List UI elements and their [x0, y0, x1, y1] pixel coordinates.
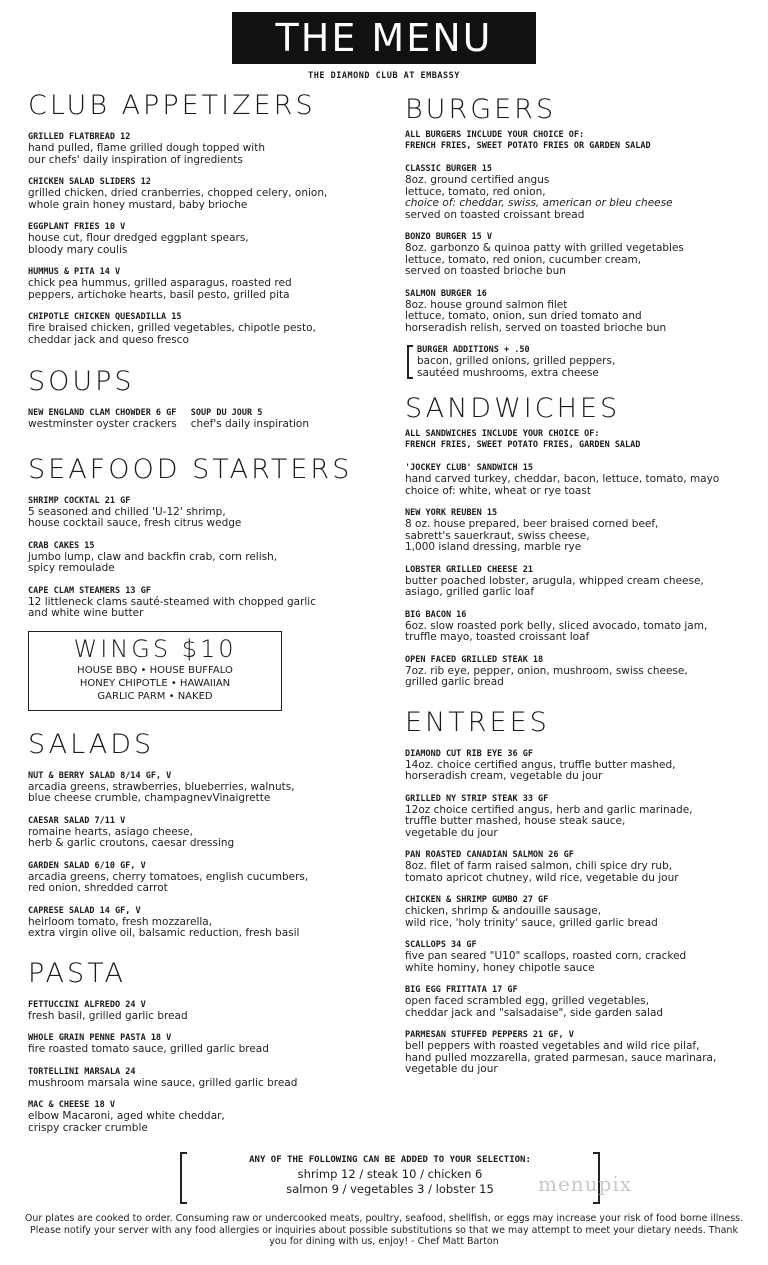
section-title-entrees: ENTREES	[405, 706, 550, 738]
item-name: NEW ENGLAND CLAM CHOWDER 6 GF	[28, 408, 177, 418]
bracket-decoration	[407, 345, 413, 379]
item-desc: fire roasted tomato sauce, grilled garlic bread	[28, 1043, 269, 1055]
item-desc: chef's daily inspiration	[190, 418, 309, 430]
wings-flavors: HONEY CHIPOTLE • HAWAIIAN	[79, 677, 231, 689]
add-ons-box	[180, 1152, 600, 1204]
bracket-decoration	[180, 1152, 187, 1204]
item-name: CHIPOTLE CHICKEN QUESADILLA 15	[28, 312, 182, 322]
menu-item	[405, 232, 750, 278]
item-desc: house cut, flour dredged eggplant spears, bloody mary coulis	[28, 232, 249, 256]
menu-item	[28, 222, 378, 256]
footer-disclaimer: Our plates are cooked to order. Consuming raw or undercooked meats, poultry, seafood, shellfish, or eggs may increase your risk of food borne illness. Please notify your server with any food allergies or inquiries about possible substitutions so that we may attempt to meet your dietary needs. Thank you for dining with us, enjoy! - Chef Matt Barton	[24, 1213, 744, 1247]
section-title-burgers: BURGERS	[405, 94, 557, 125]
item-desc: 8oz. filet of farm raised salmon, chili spice dry rub, tomato apricot chutney, wild rice, vegetable du jour	[405, 860, 679, 884]
wings-title: WINGS $10	[73, 634, 237, 663]
item-name: CLASSIC BURGER 15	[405, 164, 492, 174]
menu-item	[28, 541, 378, 575]
menu-item	[28, 816, 378, 850]
item-desc: heirloom tomato, fresh mozzarella, extra virgin olive oil, balsamic reduction, fresh basil	[28, 915, 300, 939]
item-name: GRILLED FLATBREAD 12	[28, 132, 131, 142]
item-name: 'JOCKEY CLUB' SANDWICH 15	[405, 463, 533, 473]
section-title-salads: SALADS	[28, 728, 155, 760]
entrees-list	[405, 749, 750, 1076]
item-name: CRAB CAKES 15	[28, 540, 95, 551]
menu-item	[28, 496, 378, 530]
menu-item	[405, 289, 750, 335]
item-desc: 8oz. garbonzo & quinoa patty with grilled vegetables lettuce, tomato, red onion, cucumber cream, served on toasted brioche bun	[405, 242, 684, 277]
item-name: NUT & BERRY SALAD 8/14 GF, V	[28, 770, 172, 781]
item-name: TORTELLINI MARSALA 24	[28, 1066, 136, 1077]
item-desc: fire braised chicken, grilled vegetables, chipotle pesto, cheddar jack and queso fresco	[28, 322, 316, 346]
item-name: BIG BACON 16	[405, 609, 467, 620]
item-name: LOBSTER GRILLED CHEESE 21	[405, 564, 533, 575]
item-name: SHRIMP COCKTAL 21 GF	[28, 495, 131, 506]
wings-flavors: GARLIC PARM • NAKED	[97, 690, 213, 702]
item-desc: 7oz. rib eye, pepper, onion, mushroom, swiss cheese, grilled garlic bread	[405, 664, 688, 688]
item-desc: hand pulled, flame grilled dough topped with our chefs' daily inspiration of ingredients	[28, 142, 265, 166]
sandwiches-list	[405, 463, 750, 689]
soups-list	[28, 408, 378, 442]
section-title-sandwiches: SANDWICHES	[405, 393, 621, 424]
menu-item	[405, 749, 750, 783]
item-name: CAESAR SALAD 7/11 V	[28, 815, 126, 826]
item-name: GRILLED NY STRIP STEAK 33 GF	[405, 793, 549, 804]
menu-item	[28, 132, 378, 166]
menu-item	[405, 940, 750, 974]
pasta-list	[28, 1000, 378, 1135]
item-desc: chicken, shrimp & andouille sausage, wild rice, 'holy trinity' sauce, grilled garlic bread	[405, 905, 658, 929]
item-name: CAPRESE SALAD 14 GF, V	[28, 905, 141, 916]
item-desc: 8oz. house ground salmon filet lettuce, tomato, onion, sun dried tomato and horseradish relish, served on toasted brioche bun	[405, 298, 667, 334]
menu-item	[28, 1033, 378, 1056]
item-desc: arcadia greens, strawberries, blueberries, walnuts, blue cheese crumble, champagnevVinaigrette	[28, 780, 295, 804]
section-title-seafood: SEAFOOD STARTERS	[28, 453, 353, 485]
item-desc-choice: choice of: cheddar, swiss, american or bleu cheese	[405, 197, 673, 209]
menu-item	[28, 906, 378, 940]
item-name: SOUP DU JOUR 5	[190, 408, 263, 418]
menu-item	[405, 565, 750, 599]
menu-item	[28, 586, 378, 620]
menu-item	[405, 794, 750, 840]
menu-item	[28, 408, 177, 431]
item-desc: served on toasted croissant bread	[405, 208, 585, 221]
menu-item	[191, 408, 309, 431]
item-name: HUMMUS & PITA 14 V	[28, 267, 121, 277]
item-name: CHICKEN & SHRIMP GUMBO 27 GF	[405, 895, 549, 905]
sandwiches-note: ALL SANDWICHES INCLUDE YOUR CHOICE OF: FRENCH FRIES, SWEET POTATO FRIES, GARDEN SALAD	[405, 429, 641, 450]
menu-item	[28, 861, 378, 895]
item-name: BONZO BURGER 15 V	[405, 232, 492, 242]
wings-flavors: HOUSE BBQ • HOUSE BUFFALO	[77, 664, 233, 676]
item-desc: mushroom marsala wine sauce, grilled garlic bread	[28, 1076, 298, 1089]
menu-item	[405, 164, 750, 221]
item-desc: westminster oyster crackers	[28, 418, 177, 430]
menu-subtitle: THE DIAMOND CLUB AT EMBASSY	[308, 71, 460, 81]
menu-item	[28, 1067, 378, 1090]
item-name: SALMON BURGER 16	[405, 288, 487, 299]
item-name: SCALLOPS 34 GF	[405, 940, 477, 950]
menu-item	[405, 985, 750, 1019]
item-name: PAN ROASTED CANADIAN SALMON 26 GF	[405, 850, 574, 860]
add-ons-line: salmon 9 / vegetables 3 / lobster 15	[286, 1182, 494, 1196]
menu-item	[405, 1030, 750, 1076]
club-appetizers-list	[28, 132, 378, 346]
item-name: NEW YORK REUBEN 15	[405, 508, 498, 518]
menu-item	[28, 1100, 378, 1134]
item-desc: 8 oz. house prepared, beer braised corned beef, sabrett's sauerkraut, swiss cheese, 1,000 island dressing, marble rye	[405, 518, 659, 553]
item-name: BURGER ADDITIONS + .50	[417, 345, 530, 355]
item-desc: jumbo lump, claw and backfin crab, corn relish, spicy remoulade	[28, 550, 278, 574]
item-desc: 14oz. choice certified angus, truffle butter mashed, horseradish cream, vegetable du jour	[405, 758, 676, 782]
menu-item	[28, 267, 378, 301]
add-ons-line: shrimp 12 / steak 10 / chicken 6	[297, 1167, 483, 1181]
item-name: OPEN FACED GRILLED STEAK 18	[405, 654, 544, 665]
menu-item	[405, 508, 750, 554]
menu-item	[405, 655, 750, 689]
menu-item	[28, 177, 378, 211]
section-title-soups: SOUPS	[28, 366, 135, 397]
item-name: CHICKEN SALAD SLIDERS 12	[28, 177, 151, 187]
right-column	[405, 94, 750, 1087]
menu-item	[28, 312, 378, 346]
burger-additions	[405, 345, 750, 379]
item-desc: open faced scrambled egg, grilled vegetables, cheddar jack and "salsadaise", side garden salad	[405, 995, 664, 1019]
item-name: EGGPLANT FRIES 10 V	[28, 222, 126, 232]
menu-item	[405, 895, 750, 929]
menu-item	[28, 771, 378, 805]
section-title-club-appetizers: CLUB APPETIZERS	[28, 90, 316, 121]
wings-box	[28, 631, 282, 711]
seafood-list	[28, 496, 378, 620]
item-desc: 5 seasoned and chilled 'U-12' shrimp, house cocktail sauce, fresh citrus wedge	[28, 505, 242, 529]
item-desc: 12 littleneck clams sauté-steamed with chopped garlic and white wine butter	[28, 595, 316, 619]
item-desc: bacon, grilled onions, grilled peppers, sautéed mushrooms, extra cheese	[417, 355, 616, 379]
item-desc: 8oz. ground certified angus lettuce, tomato, red onion,	[405, 174, 550, 198]
item-desc: chick pea hummus, grilled asparagus, roasted red peppers, artichoke hearts, basil pesto, grilled pita	[28, 277, 292, 301]
item-desc: butter poached lobster, arugula, whipped cream cheese, asiago, grilled garlic loaf	[405, 574, 704, 598]
item-name: MAC & CHEESE 18 V	[28, 1100, 115, 1110]
menu-title: THE MENU	[232, 12, 536, 64]
item-desc: 6oz. slow roasted pork belly, sliced avocado, tomato jam, truffle mayo, toasted croissant loaf	[405, 619, 708, 643]
item-name: GARDEN SALAD 6/10 GF, V	[28, 860, 146, 871]
item-desc: five pan seared "U10" scallops, roasted corn, cracked white hominy, honey chipotle sauce	[405, 950, 687, 974]
item-name: PARMESAN STUFFED PEPPERS 21 GF, V	[405, 1030, 574, 1040]
item-desc: bell peppers with roasted vegetables and wild rice pilaf, hand pulled mozzarella, grated parmesan, sauce marinara, vegetable du jour	[405, 1040, 717, 1075]
item-name: DIAMOND CUT RIB EYE 36 GF	[405, 748, 533, 759]
add-ons-title: ANY OF THE FOLLOWING CAN BE ADDED TO YOUR SELECTION:	[249, 1155, 531, 1165]
item-name: WHOLE GRAIN PENNE PASTA 18 V	[28, 1033, 172, 1043]
menu-item	[28, 1000, 378, 1023]
burgers-list	[405, 164, 750, 379]
item-name: FETTUCCINI ALFREDO 24 V	[28, 999, 146, 1010]
item-desc: arcadia greens, cherry tomatoes, english cucumbers, red onion, shredded carrot	[28, 870, 309, 894]
item-desc: hand carved turkey, cheddar, bacon, lettuce, tomato, mayo choice of: white, wheat or rye toast	[405, 473, 720, 497]
burgers-note: ALL BURGERS INCLUDE YOUR CHOICE OF: FRENCH FRIES, SWEET POTATO FRIES OR GARDEN SALAD	[405, 130, 651, 151]
item-desc: romaine hearts, asiago cheese, herb & garlic croutons, caesar dressing	[28, 825, 235, 849]
item-name: BIG EGG FRITTATA 17 GF	[405, 985, 518, 995]
watermark-logo: menupix	[538, 1172, 633, 1196]
item-desc: elbow Macaroni, aged white cheddar, crispy cracker crumble	[28, 1110, 225, 1134]
menu-item	[405, 850, 750, 884]
left-column	[28, 90, 378, 1145]
item-desc: grilled chicken, dried cranberries, chopped celery, onion, whole grain honey mustard, baby brioche	[28, 187, 328, 211]
menu-item	[405, 463, 750, 497]
item-desc: 12oz choice certified angus, herb and garlic marinade, truffle butter mashed, house steak sauce, vegetable du jour	[405, 803, 693, 839]
menu-item	[405, 610, 750, 644]
item-name: CAPE CLAM STEAMERS 13 GF	[28, 585, 151, 596]
section-title-pasta: PASTA	[28, 957, 127, 989]
item-desc: fresh basil, grilled garlic bread	[28, 1009, 188, 1022]
salads-list	[28, 771, 378, 940]
